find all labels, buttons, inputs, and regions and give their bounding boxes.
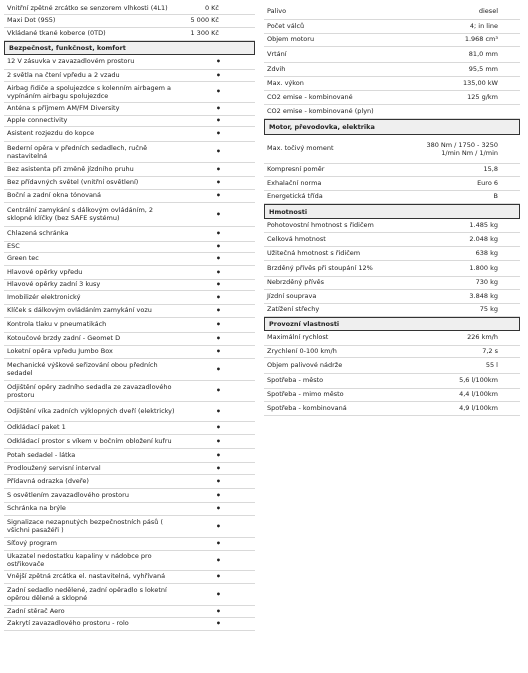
included-marker: • <box>215 268 221 277</box>
spec-label: Zadní stěrač Aero <box>7 607 65 615</box>
spec-row <box>4 551 255 571</box>
spec-label: Mechanické výškové seřizování obou předních sedadel <box>7 361 158 377</box>
spec-label: Brzděný přívěs při stoupání 12% <box>267 264 373 272</box>
spec-label: Nebrzděný přívěs <box>267 278 325 286</box>
spec-row <box>4 584 255 606</box>
spec-row <box>4 280 255 291</box>
spec-label: Imobilizér elektronický <box>7 293 81 301</box>
included-marker: • <box>215 619 221 628</box>
spec-label: CO2 emise - kombinované (plyn) <box>267 107 374 115</box>
spec-row <box>4 571 255 584</box>
included-marker: • <box>215 491 221 500</box>
spec-row <box>4 28 255 41</box>
spec-value: 5 000 Kč <box>190 16 219 24</box>
included-marker: • <box>215 407 221 416</box>
spec-label: Vkládané tkané koberce (0TD) <box>7 29 106 37</box>
spec-label: Počet válců <box>267 22 305 30</box>
spec-label: Zrychlení 0-100 km/h <box>267 347 337 355</box>
spec-label: Kontrola tlaku v pneumatikách <box>7 320 107 328</box>
spec-value: 5,6 l/100km <box>459 376 498 384</box>
spec-label: Vnější zpětná zrcátka el. nastavitelná, vyhřívaná <box>7 572 166 580</box>
spec-label: Maxi Dot (9S5) <box>7 16 56 24</box>
included-marker: • <box>215 556 221 565</box>
spec-label: Maximální rychlost <box>267 333 329 341</box>
spec-label: Zatížení střechy <box>267 305 320 313</box>
spec-label: Hlavové opěrky vpředu <box>7 268 83 276</box>
spec-row <box>4 463 255 475</box>
spec-label: Asistent rozjezdu do kopce <box>7 129 95 137</box>
spec-row <box>4 449 255 463</box>
included-marker: • <box>215 293 221 302</box>
spec-row <box>264 219 520 233</box>
spec-label: Green tec <box>7 254 39 262</box>
included-marker: • <box>215 572 221 581</box>
spec-label: Potah sedadel - látka <box>7 451 76 459</box>
included-marker: • <box>215 423 221 432</box>
spec-value: 125 g/km <box>467 93 498 101</box>
spec-value: 4; in line <box>469 22 498 30</box>
spec-row <box>4 618 255 631</box>
spec-row <box>4 503 255 516</box>
spec-label: Zadní sedadlo nedělené, zadní opěradlo s loketní opěrou dělené a sklopné <box>7 586 167 602</box>
spec-row <box>264 402 520 416</box>
spec-row <box>4 242 255 253</box>
spec-label: Ukazatel nedostatku kapaliny v nádobce pro ostřikovače <box>7 552 152 568</box>
spec-value: 226 km/h <box>467 333 498 341</box>
included-marker: • <box>215 254 221 263</box>
spec-row <box>4 359 255 381</box>
spec-label: Užitečná hmotnost s řidičem <box>267 249 361 257</box>
spec-label: Signalizace nezapnutých bezpečnostních pásů ( všichni pasažéři ) <box>7 518 164 534</box>
spec-row <box>4 15 255 28</box>
spec-row <box>264 77 520 91</box>
spec-row <box>4 435 255 449</box>
spec-row <box>264 358 520 374</box>
spec-label: Klíček s dálkovým ovládáním zamykání vozu <box>7 306 152 314</box>
spec-row <box>4 82 255 103</box>
spec-value: 1.968 cm³ <box>464 35 498 43</box>
spec-label: Objem motoru <box>267 35 315 43</box>
spec-value: 4,9 l/100km <box>459 404 498 412</box>
spec-row <box>4 538 255 551</box>
spec-row <box>264 4 520 20</box>
spec-label: Bez přídavných světel (vnitřní osvětlení) <box>7 178 139 186</box>
spec-row <box>264 261 520 277</box>
spec-label: Celková hmotnost <box>267 235 326 243</box>
spec-value: Euro 6 <box>477 179 498 187</box>
spec-value: 730 kg <box>475 278 498 286</box>
spec-value: 4,4 l/100km <box>459 390 498 398</box>
spec-row <box>264 91 520 105</box>
spec-label: Odkládací paket 1 <box>7 423 66 431</box>
included-marker: • <box>215 607 221 616</box>
section-header <box>264 317 520 331</box>
spec-label: Bez asistenta při změně jízdního pruhu <box>7 165 134 173</box>
spec-label: Zdvih <box>267 65 286 73</box>
spec-row <box>264 290 520 304</box>
spec-row <box>4 489 255 503</box>
spec-row <box>264 135 520 164</box>
spec-row <box>4 190 255 203</box>
spec-label: Přídavná odrazka (dveře) <box>7 477 89 485</box>
spec-row <box>4 305 255 318</box>
spec-label: Vnitřní zpětné zrcátko se senzorem vlhkosti (4L1) <box>7 4 168 12</box>
spec-label: Kompresní poměr <box>267 165 325 173</box>
included-marker: • <box>215 280 221 289</box>
included-marker: • <box>215 178 221 187</box>
spec-row <box>264 304 520 317</box>
spec-row <box>264 105 520 119</box>
section-title: Hmotnosti <box>269 208 308 216</box>
spec-label: Bederní opěra v předních sedadlech, ručně nastavitelná <box>7 144 148 160</box>
spec-value: 2.048 kg <box>469 235 498 243</box>
spec-value: 3.848 kg <box>469 292 498 300</box>
spec-value: 380 Nm / 1750 - 3250 1/min Nm / 1/min <box>426 141 498 157</box>
spec-row <box>4 163 255 177</box>
section-title: Provozní vlastnosti <box>269 320 340 328</box>
spec-row <box>4 127 255 142</box>
included-marker: • <box>215 539 221 548</box>
spec-row <box>4 177 255 190</box>
spec-label: CO2 emise - kombinované <box>267 93 353 101</box>
spec-label: Odjištění víka zadních výklopných dveří (elektricky) <box>7 407 175 415</box>
spec-row <box>264 374 520 389</box>
spec-label: Odkládací prostor s víkem v bočním obložení kufru <box>7 437 172 445</box>
spec-row <box>264 331 520 346</box>
spec-label: Apple connectivity <box>7 116 68 124</box>
included-marker: • <box>215 464 221 473</box>
spec-value: 75 kg <box>479 305 498 313</box>
spec-row <box>264 191 520 204</box>
spec-label: Síťový program <box>7 539 57 547</box>
section-header <box>264 204 520 219</box>
included-marker: • <box>215 365 221 374</box>
spec-row <box>4 70 255 82</box>
spec-row <box>4 55 255 70</box>
spec-row <box>4 227 255 242</box>
spec-row <box>264 20 520 34</box>
spec-label: Loketní opěra vpředu Jumbo Box <box>7 347 113 355</box>
spec-row <box>4 142 255 163</box>
spec-label: Spotřeba - mimo město <box>267 390 344 398</box>
spec-label: Anténa s příjmem AM/FM Diversity <box>7 104 120 112</box>
included-marker: • <box>215 191 221 200</box>
spec-value: 1.800 kg <box>469 264 498 272</box>
included-marker: • <box>215 306 221 315</box>
spec-row <box>264 277 520 290</box>
spec-row <box>4 253 255 266</box>
included-marker: • <box>215 165 221 174</box>
section-header <box>4 41 255 55</box>
spec-row <box>264 389 520 402</box>
included-marker: • <box>215 116 221 125</box>
spec-value: 638 kg <box>475 249 498 257</box>
spec-row <box>4 3 255 15</box>
spec-row <box>264 63 520 77</box>
included-marker: • <box>215 477 221 486</box>
spec-row <box>4 516 255 538</box>
included-marker: • <box>215 386 221 395</box>
section-header <box>264 119 520 135</box>
section-title: Motor, převodovka, elektrika <box>269 123 375 131</box>
included-marker: • <box>215 242 221 251</box>
spec-label: Pohotovostní hmotnost s řidičem <box>267 221 374 229</box>
equipment-column <box>4 3 255 631</box>
spec-label: Max. točivý moment <box>267 144 334 152</box>
spec-row <box>4 346 255 359</box>
spec-label: Vrtání <box>267 50 287 58</box>
included-marker: • <box>215 87 221 96</box>
spec-label: Palivo <box>267 7 287 15</box>
spec-label: Kotoučové brzdy zadní - Geomet D <box>7 334 121 342</box>
included-marker: • <box>215 347 221 356</box>
spec-label: ESC <box>7 242 20 250</box>
spec-value: 7,2 s <box>482 347 498 355</box>
spec-row <box>264 47 520 63</box>
spec-label: Max. výkon <box>267 79 304 87</box>
spec-row <box>4 606 255 618</box>
spec-row <box>264 233 520 247</box>
specs-column <box>264 4 520 416</box>
spec-value: 95,5 mm <box>468 65 498 73</box>
spec-label: Hlavové opěrky zadní 3 kusy <box>7 280 101 288</box>
spec-label: Centrální zamykání s dálkovým ovládáním, 2 sklopné klíčky (bez SAFE systému) <box>7 206 154 222</box>
spec-row <box>264 34 520 47</box>
spec-value: diesel <box>478 7 498 15</box>
included-marker: • <box>215 320 221 329</box>
included-marker: • <box>215 71 221 80</box>
spec-value: 0 Kč <box>204 4 219 12</box>
spec-label: Energetická třída <box>267 192 323 200</box>
spec-label: Airbag řidiče a spolujezdce s kolenním airbagem a vypínáním airbagu spolujezdce <box>7 84 172 100</box>
spec-value: 15,8 <box>483 165 498 173</box>
spec-row <box>4 103 255 116</box>
spec-value: B <box>493 192 498 200</box>
spec-value: 81,0 mm <box>468 50 498 58</box>
spec-row <box>4 475 255 489</box>
spec-value: 135,00 kW <box>462 79 498 87</box>
spec-label: 2 světla na čtení vpředu a 2 vzadu <box>7 71 120 79</box>
spec-row <box>4 422 255 435</box>
spec-row <box>4 266 255 280</box>
spec-value: 1.485 kg <box>469 221 498 229</box>
spec-label: Jízdní souprava <box>267 292 317 300</box>
included-marker: • <box>215 504 221 513</box>
spec-row <box>264 346 520 358</box>
spec-row <box>4 381 255 402</box>
included-marker: • <box>215 57 221 66</box>
spec-label: Zakrytí zavazadlového prostoru - rolo <box>7 619 129 627</box>
spec-row <box>4 203 255 227</box>
included-marker: • <box>215 129 221 138</box>
section-title: Bezpečnost, funkčnost, komfort <box>9 44 126 52</box>
spec-row <box>264 247 520 261</box>
included-marker: • <box>215 210 221 219</box>
spec-label: Spotřeba - město <box>267 376 324 384</box>
spec-label: S osvětlením zavazadlového prostoru <box>7 491 129 499</box>
included-marker: • <box>215 522 221 531</box>
spec-label: 12 V zásuvka v zavazadlovém prostoru <box>7 57 135 65</box>
spec-row <box>4 318 255 333</box>
included-marker: • <box>215 147 221 156</box>
spec-label: Schránka na brýle <box>7 504 66 512</box>
included-marker: • <box>215 451 221 460</box>
spec-label: Odjištění opěry zadního sedadla ze zavazadlového prostoru <box>7 383 172 399</box>
spec-value: 1 300 Kč <box>190 29 219 37</box>
included-marker: • <box>215 104 221 113</box>
spec-label: Spotřeba - kombinovaná <box>267 404 347 412</box>
spec-label: Chlazená schránka <box>7 229 69 237</box>
spec-label: Exhalační norma <box>267 179 322 187</box>
included-marker: • <box>215 334 221 343</box>
spec-row <box>264 177 520 191</box>
spec-label: Boční a zadní okna tónovaná <box>7 191 102 199</box>
included-marker: • <box>215 229 221 238</box>
spec-row <box>4 291 255 305</box>
spec-row <box>4 333 255 346</box>
spec-row <box>4 402 255 422</box>
spec-row <box>264 164 520 177</box>
included-marker: • <box>215 590 221 599</box>
spec-row <box>4 116 255 127</box>
spec-label: Prodloužený servisní interval <box>7 464 101 472</box>
spec-value: 55 l <box>485 361 498 369</box>
included-marker: • <box>215 437 221 446</box>
spec-label: Objem palivové nádrže <box>267 361 343 369</box>
